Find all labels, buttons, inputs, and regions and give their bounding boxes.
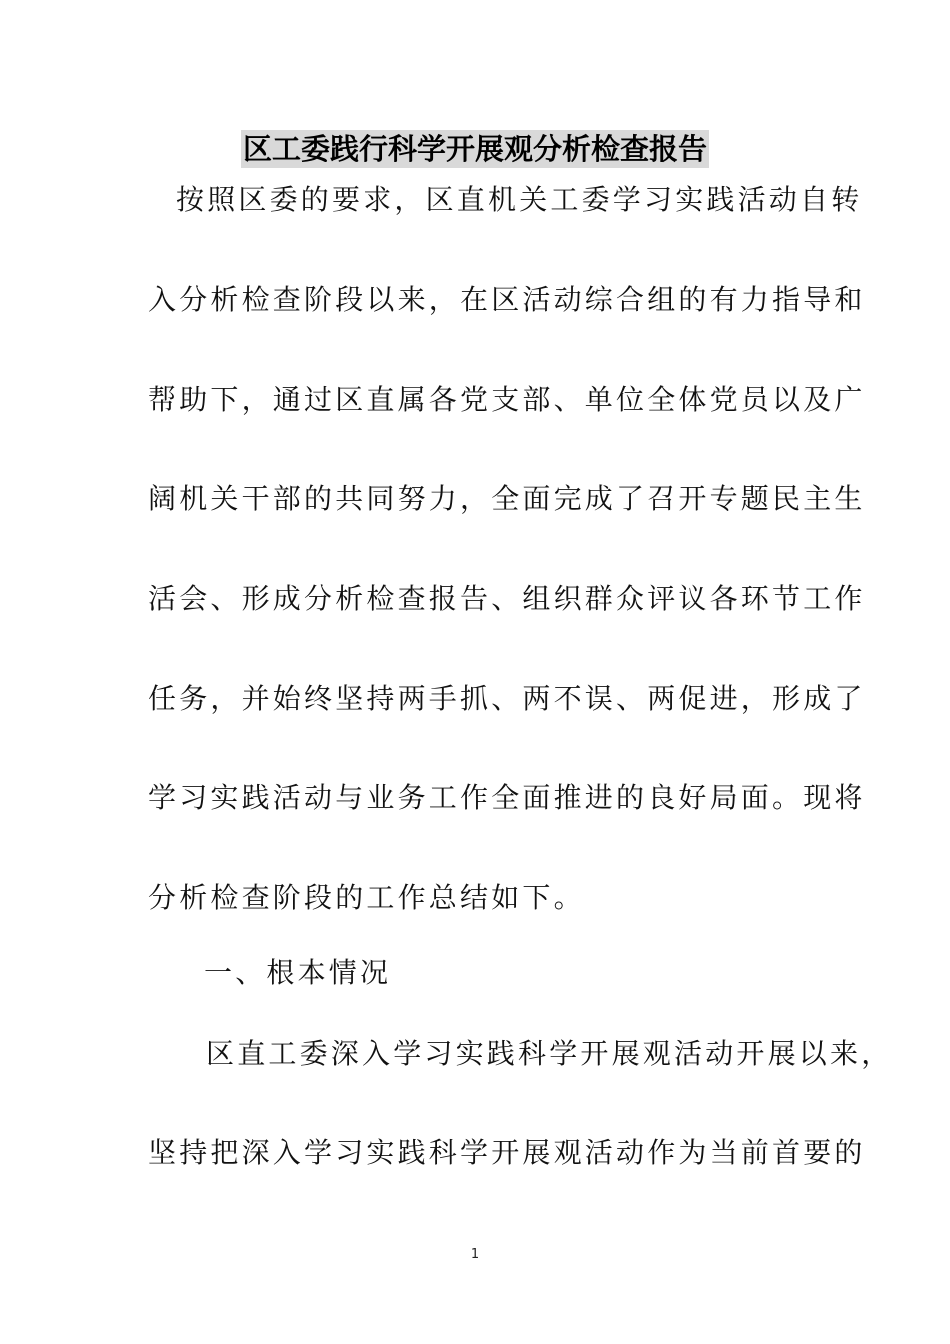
paragraph-line: 帮助下，通过区直属各党支部、单位全体党员以及广 [148, 383, 866, 416]
paragraph-line: 区直工委深入学习实践科学开展观活动开展以来， [206, 1037, 893, 1070]
paragraph-line: 学习实践活动与业务工作全面推进的良好局面。现将 [148, 781, 866, 814]
paragraph-line: 按照区委的要求，区直机关工委学习实践活动自转 [176, 183, 863, 216]
page-number: 1 [470, 1247, 480, 1262]
section-heading: 一、根本情况 [204, 956, 392, 989]
title-container [0, 130, 950, 168]
paragraph-line: 阔机关干部的共同努力，全面完成了召开专题民主生 [148, 482, 866, 515]
paragraph-line: 坚持把深入学习实践科学开展观活动作为当前首要的 [148, 1136, 866, 1169]
document-title: 区工委践行科学开展观分析检查报告 [242, 132, 707, 166]
paragraph-line: 任务，并始终坚持两手抓、两不误、两促进，形成了 [148, 682, 866, 715]
paragraph-line: 分析检查阶段的工作总结如下。 [148, 881, 585, 914]
paragraph-line: 入分析检查阶段以来，在区活动综合组的有力指导和 [148, 283, 866, 316]
paragraph-line: 活会、形成分析检查报告、组织群众评议各环节工作 [148, 582, 866, 615]
